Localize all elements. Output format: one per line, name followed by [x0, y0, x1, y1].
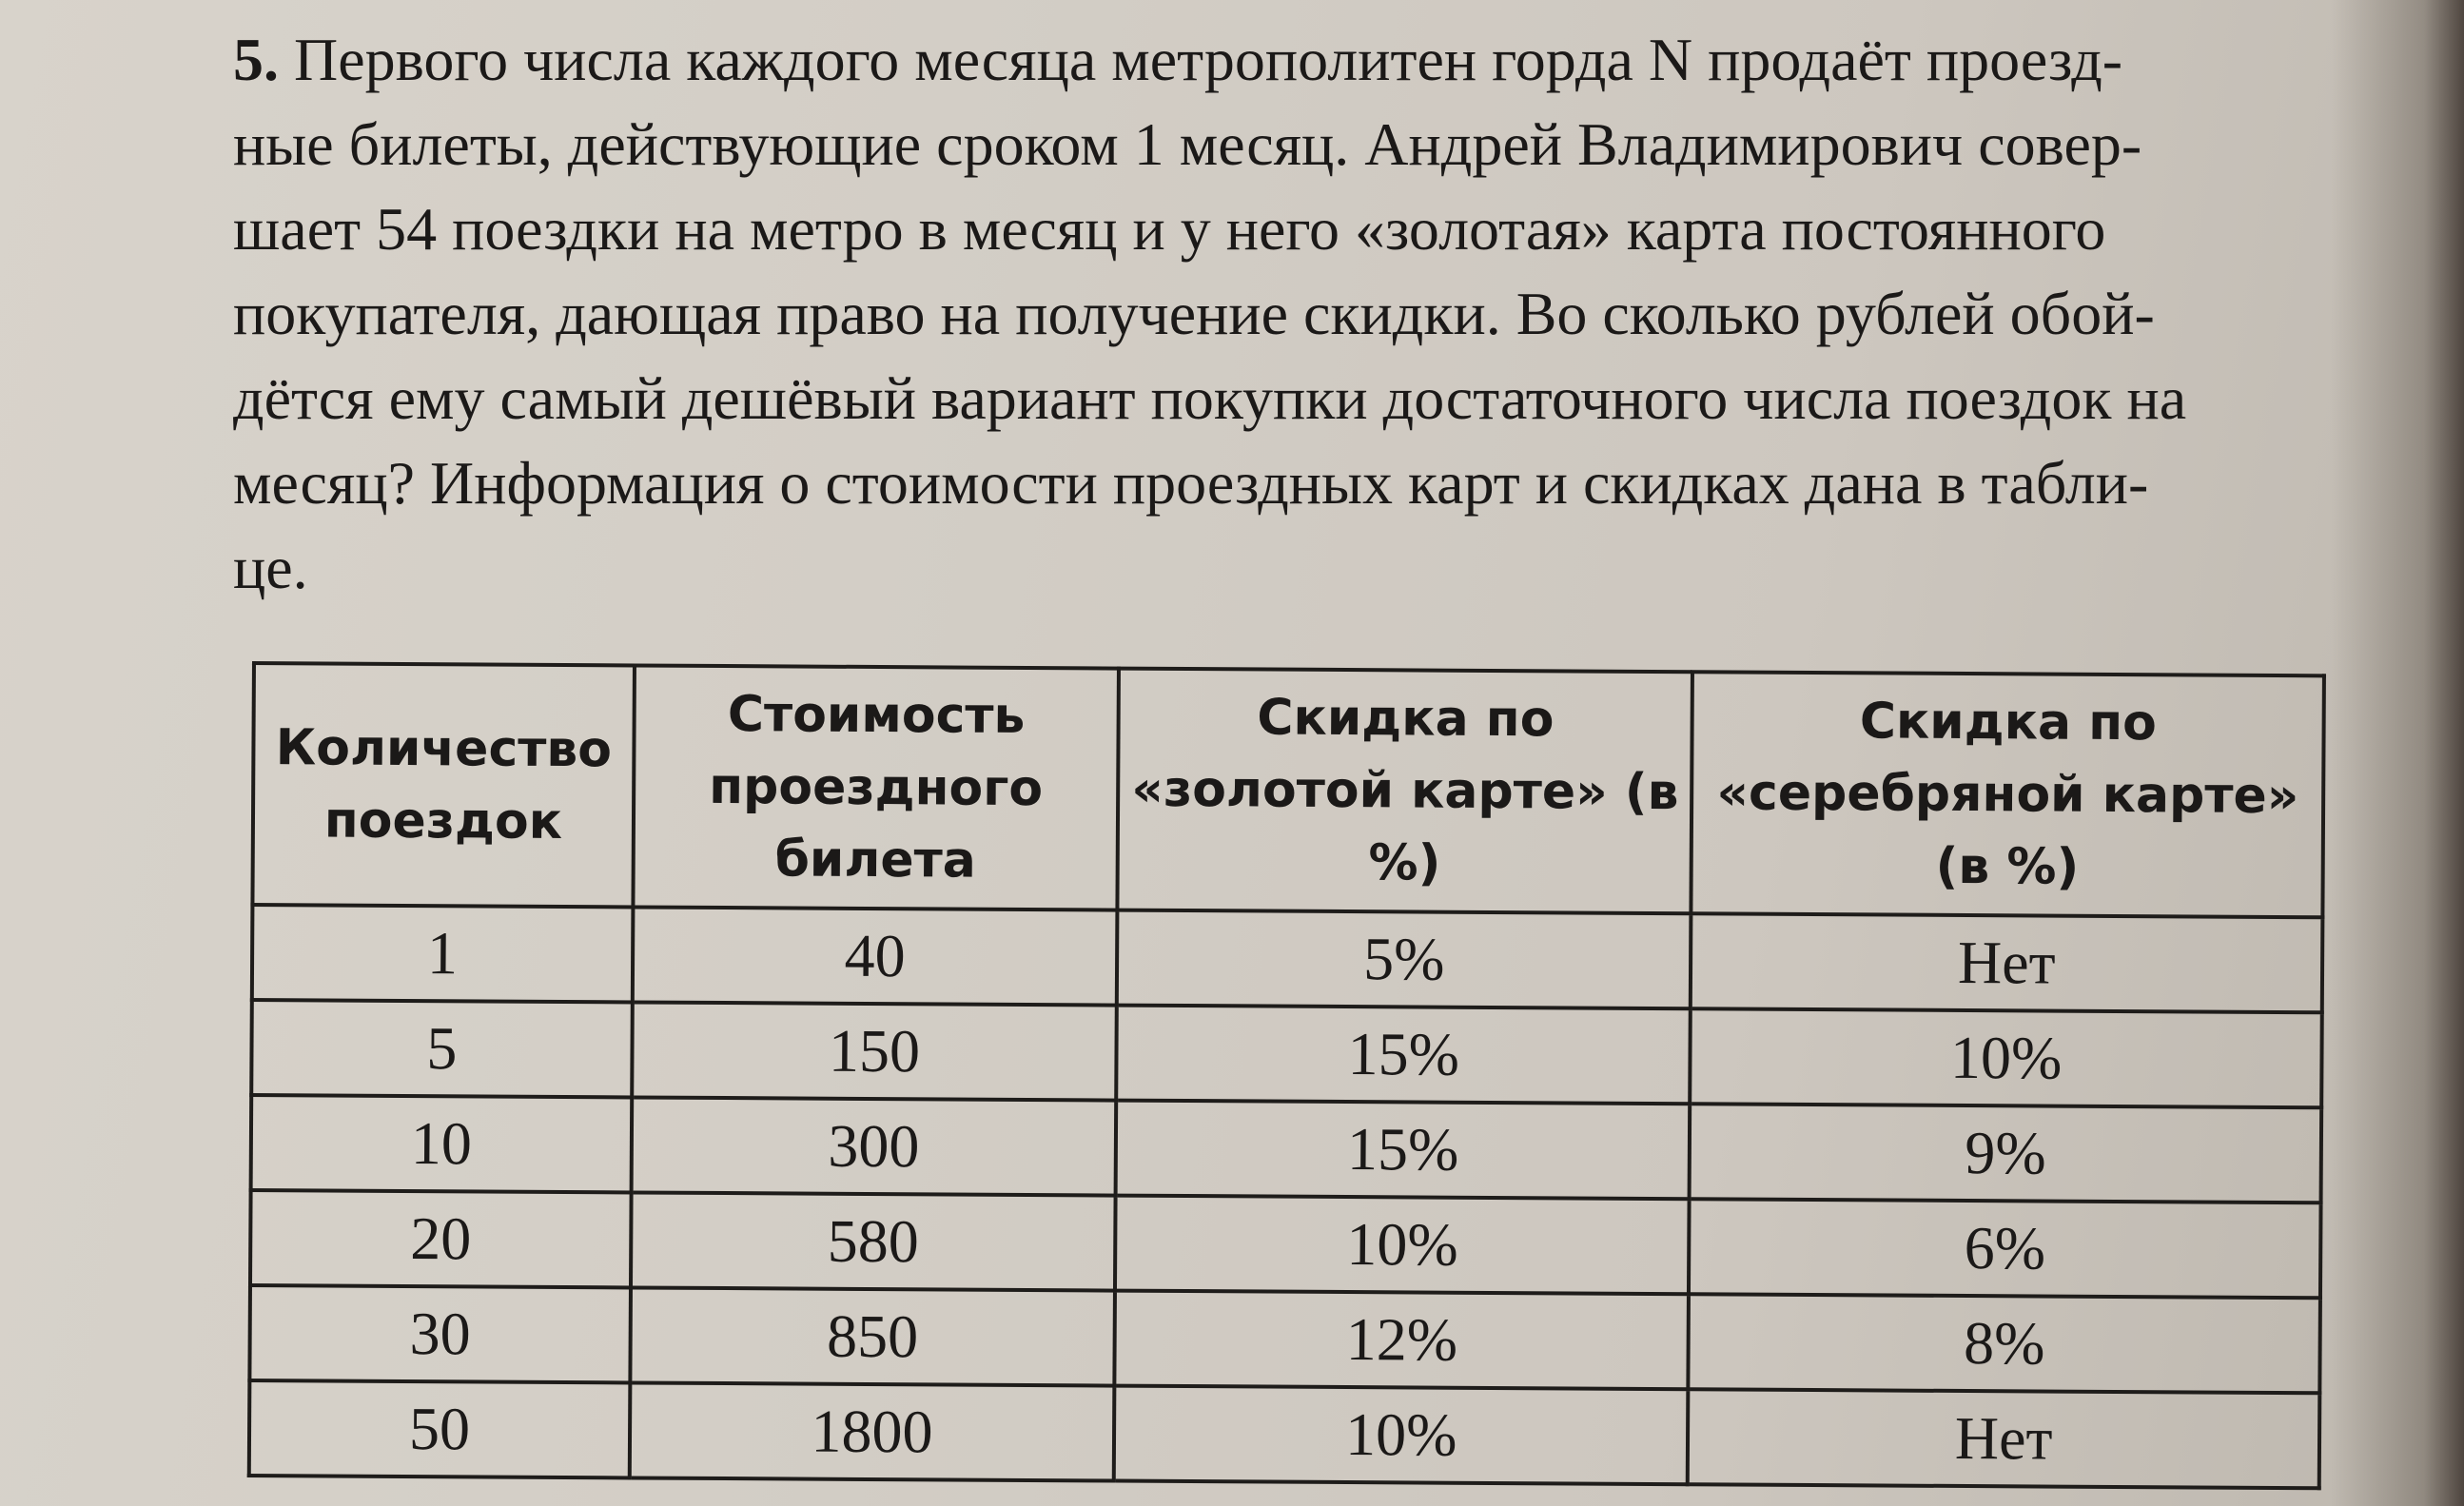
cell-cost: 150	[632, 1002, 1117, 1100]
cell-gold: 12%	[1114, 1291, 1689, 1390]
cell-gold: 15%	[1116, 1101, 1691, 1200]
header-ticket-cost: Стоимость проездного билета	[633, 665, 1119, 909]
cell-trips: 30	[249, 1285, 630, 1382]
table-row	[251, 1000, 2322, 1107]
problem-line-1: 5. Первого числа каждого месяца метрополитен горда N продаёт проезд-	[233, 26, 2123, 93]
problem-line-3: шает 54 поездки на метро в месяц и у него «золотая» карта постоянного	[233, 195, 2106, 263]
cell-gold: 10%	[1115, 1196, 1690, 1295]
cell-silver: 10%	[1691, 1008, 2322, 1107]
problem-line-2: ные билеты, действующие сроком 1 месяц. Андрей Владимирович совер-	[233, 110, 2142, 178]
header-trips: Количество поездок	[252, 663, 634, 907]
cell-trips: 20	[250, 1190, 631, 1287]
problem-number: 5.	[233, 26, 279, 93]
table-row	[250, 1190, 2321, 1298]
table-row	[251, 1095, 2322, 1203]
cell-silver: 8%	[1689, 1294, 2320, 1393]
cell-gold: 10%	[1114, 1386, 1689, 1485]
problem-line-6: месяц? Информация о стоимости проездных карт и скидках дана в табли-	[233, 449, 2149, 517]
cell-silver: 6%	[1689, 1199, 2320, 1298]
cell-trips: 1	[252, 905, 633, 1002]
cell-cost: 300	[631, 1097, 1116, 1195]
cell-cost: 580	[631, 1192, 1116, 1290]
cell-gold: 5%	[1117, 910, 1692, 1009]
table-row	[252, 905, 2323, 1012]
problem-line-5: дётся ему самый дешёвый вариант покупки достаточного числа поездок на	[233, 364, 2187, 432]
fare-table	[247, 661, 2326, 1490]
cell-cost: 40	[633, 907, 1118, 1005]
problem-text	[233, 17, 2359, 610]
cell-cost: 850	[630, 1287, 1115, 1385]
cell-gold: 15%	[1116, 1006, 1691, 1105]
cell-silver: 9%	[1690, 1104, 2321, 1203]
header-silver-discount: Скидка по «серебряной карте» (в %)	[1692, 672, 2324, 917]
cell-trips: 50	[249, 1380, 630, 1477]
cell-trips: 5	[251, 1000, 632, 1097]
table-row	[249, 1285, 2320, 1393]
cell-silver: Нет	[1691, 913, 2322, 1012]
problem-line-4: покупателя, дающая право на получение скидки. Во сколько рублей обой-	[233, 280, 2155, 347]
cell-silver: Нет	[1688, 1389, 2319, 1488]
problem-line-7: це.	[233, 534, 308, 601]
header-gold-discount: Скидка по «золотой карте» (в %)	[1118, 669, 1693, 914]
cell-cost: 1800	[630, 1382, 1115, 1480]
table-row	[249, 1380, 2320, 1488]
table-header-row	[252, 663, 2324, 917]
cell-trips: 10	[251, 1095, 632, 1192]
